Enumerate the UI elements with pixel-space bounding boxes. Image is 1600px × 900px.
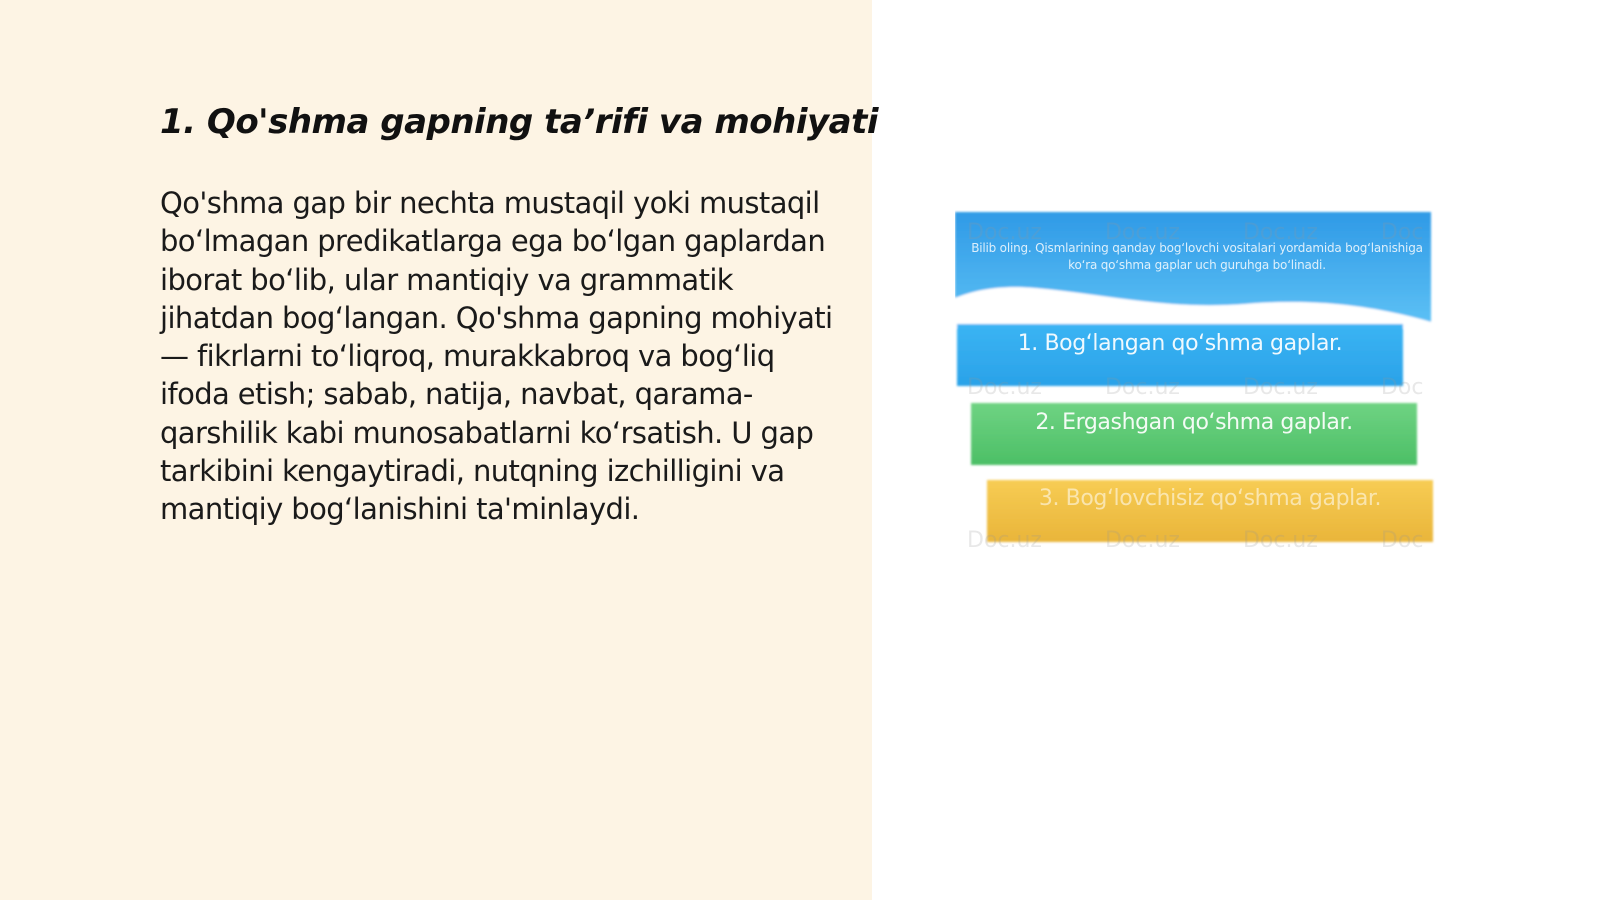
watermark: Doc.uz Doc.uz Doc.uz Doc xyxy=(967,220,1424,245)
slide-title: 1. Qo'shma gapning ta’rifi va mohiyati xyxy=(160,102,879,142)
watermark: Doc.uz Doc.uz Doc.uz Doc xyxy=(967,528,1424,553)
bar-2-label: 2. Ergashgan qo‘shma gaplar. xyxy=(1035,410,1353,435)
watermark: Doc.uz Doc.uz Doc.uz Doc xyxy=(967,375,1424,400)
bar-1-label: 1. Bog‘langan qo‘shma gaplar. xyxy=(1017,331,1343,356)
bar-3-label: 3. Bog‘lovchisiz qo‘shma gaplar. xyxy=(1038,486,1382,511)
slide-body-text: Qo'shma gap bir nechta mustaqil yoki mustaqil bo‘lmagan predikatlarga ega bo‘lgan gaplardan iborat bo‘lib, ular mantiqiy va grammatik jihatdan bog‘langan. Qo'shma gapning mohiyati — fikrlarni to‘liqroq, murakkabroq va bog‘liq ifoda etish; sabab, natija, navbat, qarama-qarshilik kabi munosabatlarni ko‘rsatish. U gap tarkibini kengaytiradi, nutqning izchilligini va mantiqiy bog‘lanishini ta'minlaydi. xyxy=(160,186,833,527)
illustration-image xyxy=(955,210,1475,570)
header-banner-text: Bilib oling. Qismlarining qanday bog‘lovchi vositalari yordamida bog‘lanishiga ko‘ra qo‘shma gaplar uch guruhga bo‘linadi. xyxy=(971,241,1423,272)
